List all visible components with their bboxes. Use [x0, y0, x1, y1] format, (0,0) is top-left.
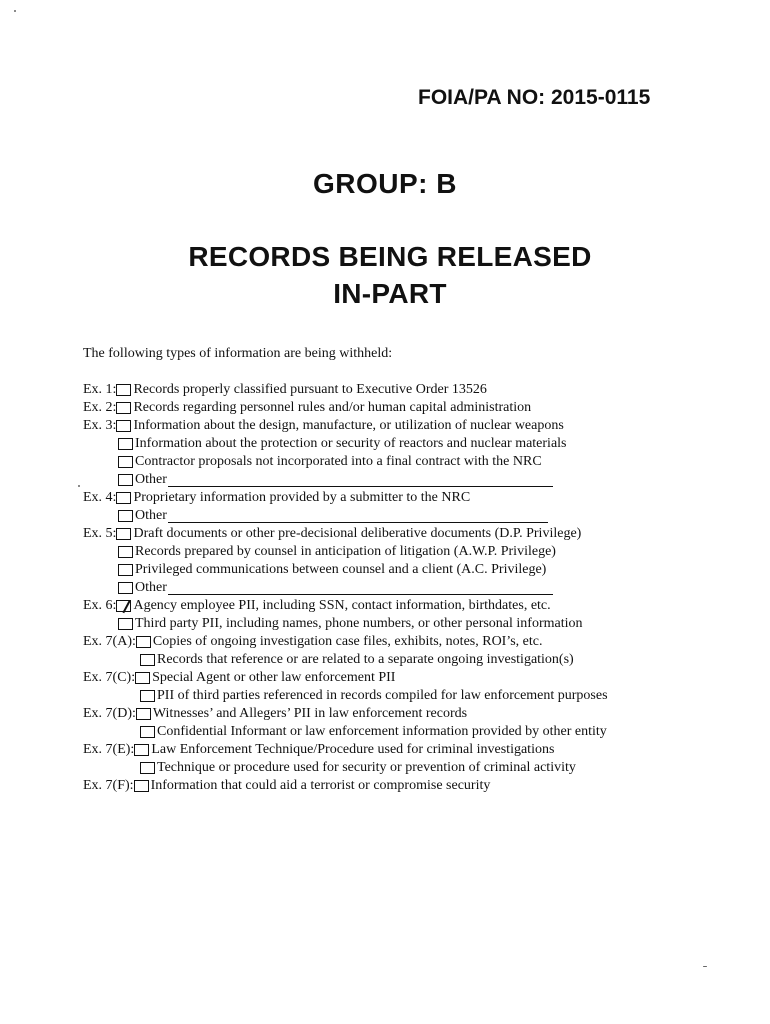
checkbox[interactable] [140, 690, 155, 702]
foia-number: FOIA/PA NO: 2015-0115 [418, 86, 651, 109]
exemption-row [83, 417, 564, 435]
exemption-text: Agency employee PII, including SSN, contact information, birthdates, etc. [133, 598, 551, 613]
checkbox[interactable] [136, 636, 151, 648]
exemption-code: Ex. 7(E): [83, 742, 135, 757]
exemption-code: Ex. 4: [83, 490, 117, 505]
checkbox[interactable] [116, 528, 131, 540]
exemption-text: Special Agent or other law enforcement PII [152, 670, 396, 685]
exemption-text: Other [135, 580, 167, 595]
exemption-row [140, 723, 607, 741]
checkbox[interactable] [134, 780, 149, 792]
exemption-row [118, 615, 583, 633]
exemption-text: Records that reference or are related to a separate ongoing investigation(s) [157, 652, 574, 667]
exemption-code: Ex. 7(C): [83, 670, 136, 685]
exemption-text: Information about the design, manufacture, or utilization of nuclear weapons [133, 418, 564, 433]
page-title-line2: IN-PART [333, 278, 447, 309]
checkbox[interactable] [140, 762, 155, 774]
exemption-row [83, 489, 470, 507]
exemption-row [118, 453, 542, 471]
exemption-row [83, 525, 581, 543]
checkbox[interactable] [116, 420, 131, 432]
exemption-row [83, 399, 531, 417]
checked-checkbox[interactable] [116, 600, 131, 612]
exemption-row [83, 381, 487, 399]
exemption-code: Ex. 1: [83, 382, 117, 397]
exemption-row [140, 651, 574, 669]
exemption-code: Ex. 3: [83, 418, 117, 433]
scan-speck [703, 966, 707, 967]
exemption-text: Draft documents or other pre-decisional deliberative documents (D.P. Privilege) [133, 526, 582, 541]
checkbox[interactable] [118, 456, 133, 468]
exemption-text: Copies of ongoing investigation case files, exhibits, notes, ROI’s, etc. [152, 634, 543, 649]
exemption-text: Other [135, 508, 167, 523]
exemption-code: Ex. 5: [83, 526, 117, 541]
checkbox[interactable] [118, 510, 133, 522]
exemption-text: Records properly classified pursuant to Executive Order 13526 [133, 382, 487, 397]
exemption-row [118, 471, 553, 489]
exemption-text: Technique or procedure used for security or prevention of criminal activity [157, 760, 576, 775]
checkbox[interactable] [116, 402, 131, 414]
checkbox[interactable] [140, 654, 155, 666]
checkbox[interactable] [118, 564, 133, 576]
exemption-row [118, 543, 556, 561]
exemption-text: Other [135, 472, 167, 487]
checkbox[interactable] [118, 438, 133, 450]
exemption-text: Contractor proposals not incorporated into a final contract with the NRC [135, 454, 542, 469]
exemption-row [140, 759, 576, 777]
checkbox[interactable] [118, 618, 133, 630]
page-title-line1: RECORDS BEING RELEASED [188, 241, 592, 272]
exemption-row [118, 507, 548, 525]
exemption-text: Third party PII, including names, phone numbers, or other personal information [135, 616, 583, 631]
checkbox[interactable] [134, 744, 149, 756]
checkbox[interactable] [140, 726, 155, 738]
exemption-code: Ex. 7(A): [83, 634, 136, 649]
scan-speck [78, 485, 80, 487]
checkbox[interactable] [136, 708, 151, 720]
fill-in-line[interactable] [168, 582, 553, 595]
checkbox[interactable] [116, 492, 131, 504]
exemption-code: Ex. 2: [83, 400, 117, 415]
exemption-code: Ex. 7(F): [83, 778, 134, 793]
exemption-row [83, 741, 554, 759]
exemption-row [83, 669, 395, 687]
exemption-text: Privileged communications between counsel and a client (A.C. Privilege) [135, 562, 547, 577]
checkbox[interactable] [118, 474, 133, 486]
exemption-code: Ex. 7(D): [83, 706, 136, 721]
exemption-text: Records prepared by counsel in anticipation of litigation (A.W.P. Privilege) [135, 544, 556, 559]
exemption-text: Confidential Informant or law enforcement information provided by other entity [157, 724, 607, 739]
exemption-text: Information about the protection or security of reactors and nuclear materials [135, 436, 567, 451]
intro-text: The following types of information are being withheld: [83, 346, 393, 361]
exemption-text: PII of third parties referenced in records compiled for law enforcement purposes [157, 688, 608, 703]
checkbox[interactable] [135, 672, 150, 684]
checkbox[interactable] [116, 384, 131, 396]
exemption-row [118, 435, 567, 453]
exemption-row [83, 597, 551, 615]
exemption-text: Proprietary information provided by a submitter to the NRC [133, 490, 471, 505]
exemption-code: Ex. 6: [83, 598, 117, 613]
exemption-text: Witnesses’ and Allegers’ PII in law enforcement records [152, 706, 468, 721]
exemption-text: Records regarding personnel rules and/or human capital administration [133, 400, 532, 415]
group-title: GROUP: B [313, 168, 457, 199]
fill-in-line[interactable] [168, 510, 548, 523]
exemption-text: Information that could aid a terrorist or compromise security [150, 778, 491, 793]
checkbox[interactable] [118, 582, 133, 594]
exemption-row [83, 705, 467, 723]
exemption-row [140, 687, 608, 705]
exemption-row [118, 579, 553, 597]
exemption-row [83, 777, 490, 795]
fill-in-line[interactable] [168, 474, 553, 487]
scan-speck [14, 10, 16, 12]
exemption-row [83, 633, 543, 651]
checkbox[interactable] [118, 546, 133, 558]
exemption-row [118, 561, 546, 579]
exemption-text: Law Enforcement Technique/Procedure used for criminal investigations [151, 742, 555, 757]
